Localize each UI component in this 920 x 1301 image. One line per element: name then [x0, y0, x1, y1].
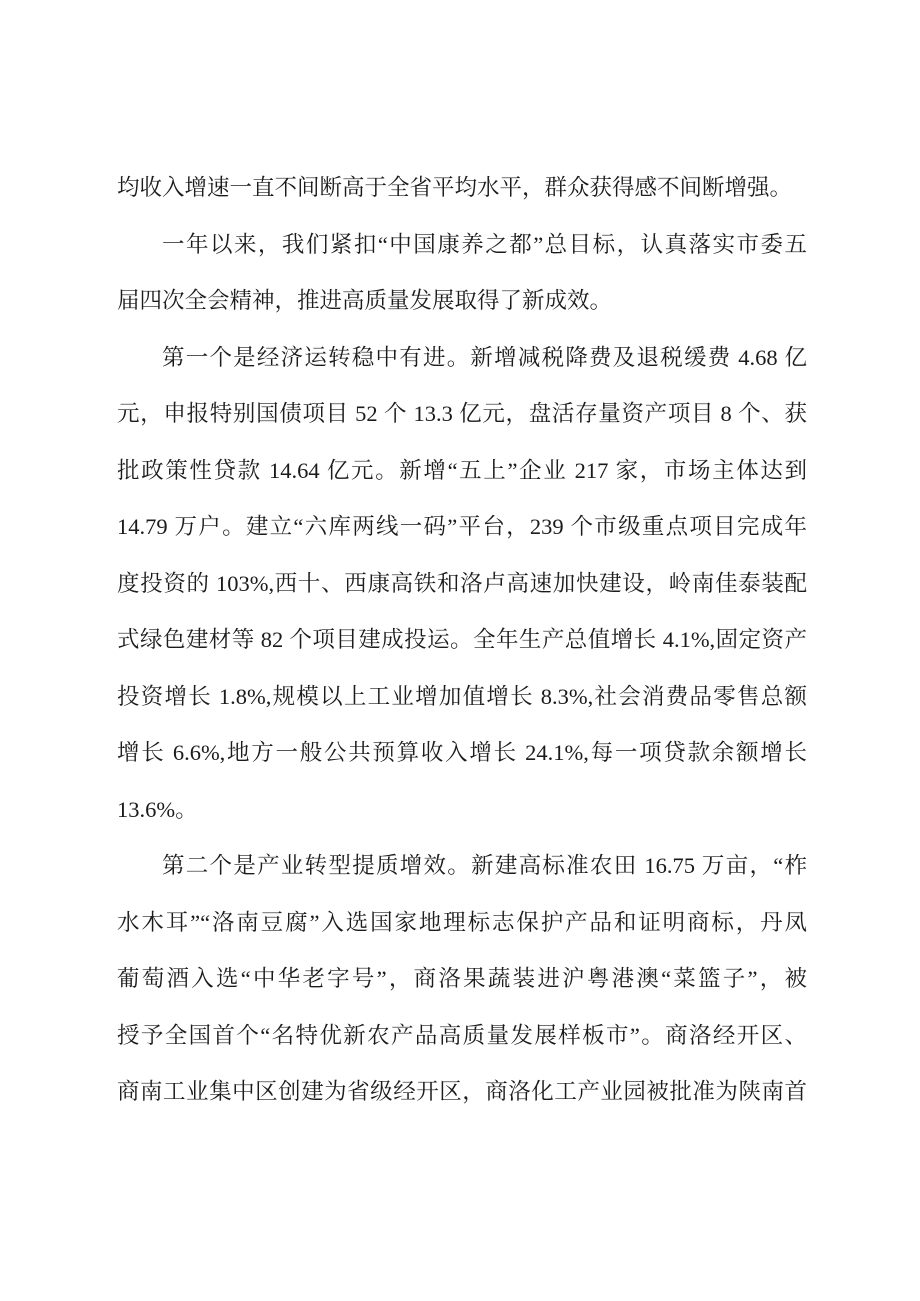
text-line-6: 批政策性贷款 14.64 亿元。新增“五上”企业 217 家，市场主体达到: [117, 457, 807, 483]
text-line-8: 度投资的 103%,西十、西康高铁和洛卢高速加快建设，岭南佳泰装配: [117, 570, 807, 596]
text-line-7: 14.79 万户。建立“六库两线一码”平台，239 个市级重点项目完成年: [117, 514, 807, 539]
text-line-11: 增长 6.6%,地方一般公共预算收入增长 24.1%,每一项贷款余额增长: [117, 740, 807, 765]
text-line-13: 第二个是产业转型提质增效。新建高标准农田 16.75 万亩，“柞: [162, 853, 807, 878]
text-line-14: 水木耳”“洛南豆腐”入选国家地理标志保护产品和证明商标，丹凤: [117, 909, 807, 935]
text-line-5: 元，申报特别国债项目 52 个 13.3 亿元，盘活存量资产项目 8 个、获: [117, 401, 807, 426]
text-line-12: 13.6%。: [117, 796, 198, 822]
text-line-4: 第一个是经济运转稳中有进。新增减税降费及退税缓费 4.68 亿: [162, 344, 807, 370]
text-line-15: 葡萄酒入选“中华老字号”，商洛果蔬装进沪粤港澳“菜篮子”，被: [117, 966, 807, 991]
text-line-9: 式绿色建材等 82 个项目建成投运。全年生产总值增长 4.1%,固定资产: [117, 627, 807, 652]
document-text-block: [117, 160, 807, 1121]
text-line-1: 均收入增速一直不间断高于全省平均水平，群众获得感不间断增强。: [117, 175, 793, 200]
text-line-16: 授予全国首个“名特优新农产品高质量发展样板市”。商洛经开区、: [117, 1022, 807, 1048]
text-line-3: 届四次全会精神，推进高质量发展取得了新成效。: [117, 288, 613, 313]
text-line-10: 投资增长 1.8%,规模以上工业增加值增长 8.3%,社会消费品零售总额: [117, 683, 807, 709]
text-line-17: 商南工业集中区创建为省级经开区，商洛化工产业园被批准为陕南首: [117, 1079, 807, 1104]
text-line-2: 一年以来，我们紧扣“中国康养之都”总目标，认真落实市委五: [162, 231, 807, 257]
